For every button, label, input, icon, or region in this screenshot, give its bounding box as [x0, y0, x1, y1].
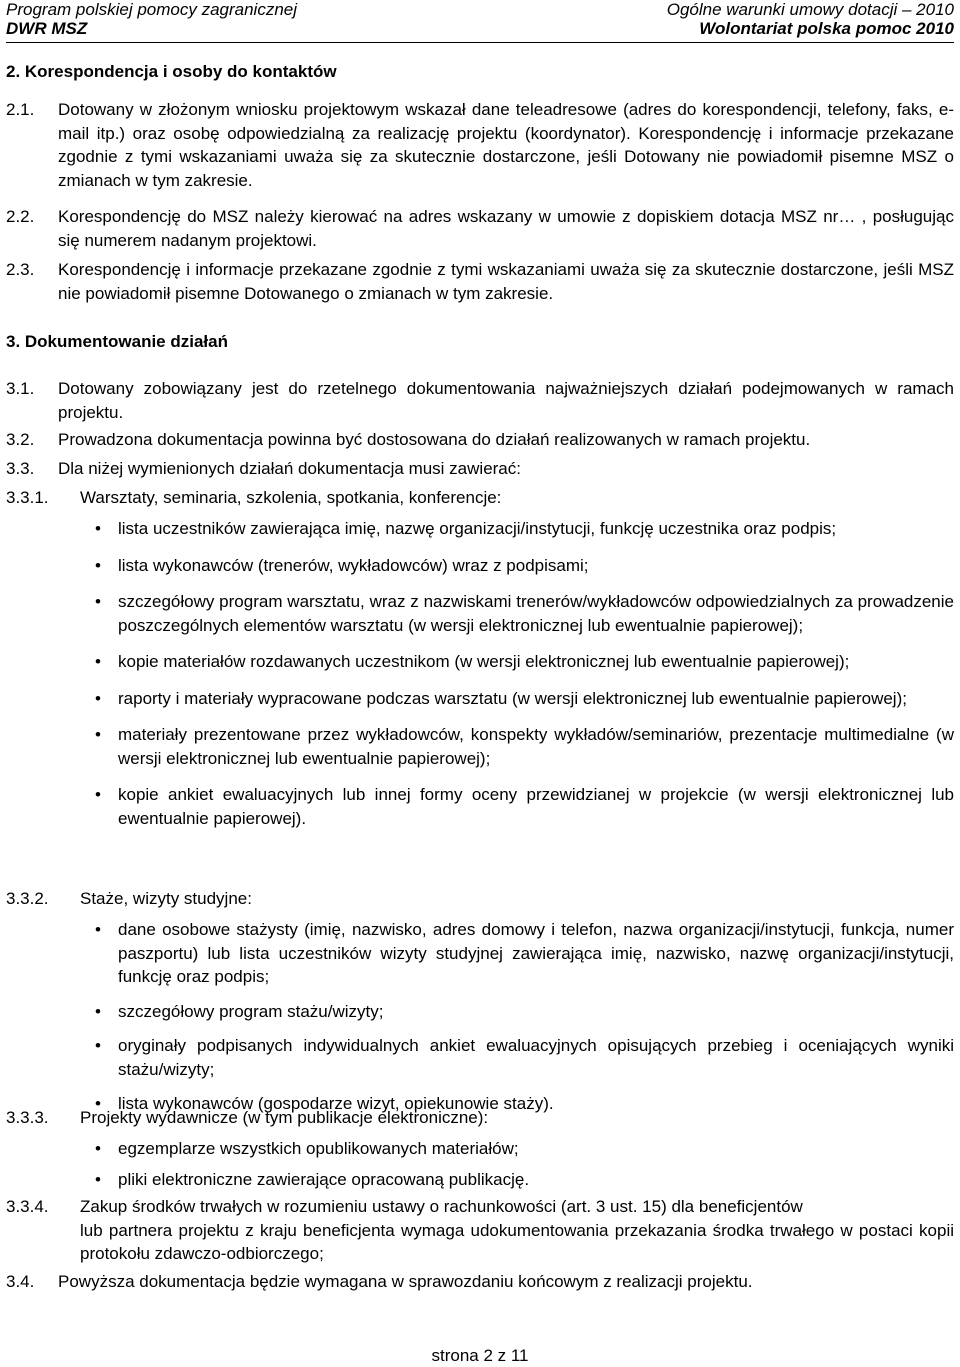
header-left [6, 0, 297, 38]
list-item: • lista uczestników zawierająca imię, nazwę organizacji/instytucji, funkcję uczestnika oraz podpis; [95, 517, 954, 541]
bullet-icon: • [95, 1139, 101, 1158]
bullet-icon: • [95, 725, 101, 744]
paragraph-text: Projekty wydawnicze (w tym publikacje elektroniczne): [80, 1108, 489, 1127]
paragraph-number: 2.1. [6, 100, 35, 119]
paragraph-2-3 [6, 258, 954, 305]
list-item: • raporty i materiały wypracowane podczas warsztatu (w wersji elektronicznej lub ewentualnie papierowej); [95, 687, 954, 711]
paragraph-text: Dla niżej wymienionych działań dokumentacja musi zawierać: [58, 459, 521, 478]
paragraph-text: Dotowany w złożonym wniosku projektowym wskazał dane teleadresowe (adres do korespondencji, telefony, faks, e-mail itp.) oraz osobę odpowiedzialną za realizację projektu (koordynator). Korespondencję i informacje przekazane zgodnie z tymi wskazaniami uważa się za skutecznie dostarczone, jeśli Dotowany nie powiadomił pisemne MSZ o zmianach w tym zakresie. [58, 100, 954, 190]
list-item: • pliki elektroniczne zawierające opracowaną publikację. [95, 1168, 954, 1192]
bullet-list-3-3-2 [95, 918, 954, 1116]
paragraph-number: 3.3.3. [6, 1108, 49, 1127]
paragraph-number: 3.3.2. [6, 889, 49, 908]
bullet-icon: • [95, 519, 101, 538]
paragraph-2-2 [6, 205, 954, 252]
list-item: • kopie materiałów rozdawanych uczestnikom (w wersji elektronicznej lub ewentualnie papierowej); [95, 650, 954, 674]
bullet-icon: • [95, 1094, 101, 1113]
paragraph-3-3-2 [6, 887, 954, 911]
header-right [667, 0, 954, 38]
list-item: • szczegółowy program warsztatu, wraz z nazwiskami trenerów/wykładowców odpowiedzialnych za prowadzenie poszczególnych elementów warsztatu (w wersji elektronicznej lub ewentualnie papierowej); [95, 592, 954, 635]
bullet-icon: • [95, 1169, 101, 1189]
bullet-icon: • [95, 555, 101, 575]
bullet-icon: • [95, 1001, 101, 1021]
document-title: Ogólne warunki umowy dotacji – 2010 [666, 0, 954, 19]
paragraph-3-4 [6, 1270, 954, 1294]
paragraph-3-1 [6, 377, 954, 424]
bullet-list-3-3-1 [95, 517, 954, 830]
section-2-title: 2. Korespondencja i osoby do kontaktów [6, 62, 337, 81]
page-number: strona 2 z 11 [431, 1346, 529, 1365]
bullet-icon: • [95, 920, 101, 939]
paragraph-3-2 [6, 428, 954, 452]
paragraph-3-3-4 [6, 1195, 954, 1266]
paragraph-number: 3.3.4. [6, 1197, 49, 1216]
bullet-icon: • [95, 688, 101, 708]
section-3-title: 3. Dokumentowanie działań [6, 332, 228, 351]
list-item: • materiały prezentowane przez wykładowców, konspekty wykładów/seminariów, prezentacje multimedialne (w wersji elektronicznej lub ewentualnie papierowej); [95, 725, 954, 768]
paragraph-3-3 [6, 457, 954, 481]
paragraph-3-3-3 [6, 1106, 954, 1130]
program-year: Wolontariat polska pomoc 2010 [699, 19, 954, 38]
department-name: DWR MSZ [6, 19, 88, 38]
page-header [6, 0, 954, 43]
paragraph-text-first-line: Zakup środków trwałych w rozumieniu ustawy o rachunkowości (art. 3 ust. 15) dla beneficjentów [80, 1197, 803, 1216]
paragraph-text: Korespondencję do MSZ należy kierować na adres wskazany w umowie z dopiskiem dotacja MSZ nr… , posługując się numerem nadanym projektowi. [58, 207, 954, 250]
paragraph-text: Dotowany zobowiązany jest do rzetelnego dokumentowania najważniejszych działań podejmowanych w ramach projektu. [58, 379, 954, 422]
paragraph-text: Warsztaty, seminaria, szkolenia, spotkania, konferencje: [80, 488, 502, 507]
paragraph-text: Korespondencję i informacje przekazane zgodnie z tymi wskazaniami uważa się za skutecznie dostarczone, jeśli MSZ nie powiadomił pisemne Dotowanego o zmianach w tym zakresie. [58, 260, 954, 303]
bullet-icon: • [95, 592, 101, 611]
paragraph-3-3-1 [6, 486, 954, 510]
paragraph-number: 3.4. [6, 1272, 35, 1291]
bullet-icon: • [95, 652, 101, 671]
bullet-list-3-3-3 [95, 1137, 954, 1191]
list-item: • kopie ankiet ewaluacyjnych lub innej formy oceny przewidzianej w projekcie (w wersji elektronicznej lub ewentualnie papierowej). [95, 785, 954, 828]
paragraph-2-1 [6, 98, 954, 192]
paragraph-text: Prowadzona dokumentacja powinna być dostosowana do działań realizowanych w ramach projektu. [58, 430, 811, 449]
program-name: Program polskiej pomocy zagranicznej [6, 0, 298, 19]
list-item: • dane osobowe stażysty (imię, nazwisko, adres domowy i telefon, nazwa organizacji/instytucji, funkcja, numer paszportu) lub lista uczestników wizyty studyjnej zawierająca imię, nazwisko, nazwę organizacji/instytucji, funkcję oraz podpis; [95, 920, 954, 986]
paragraph-number: 2.3. [6, 260, 35, 279]
bullet-icon: • [95, 785, 101, 804]
paragraph-number: 3.3. [6, 459, 35, 478]
list-item: • szczegółowy program stażu/wizyty; [95, 1000, 954, 1024]
paragraph-number: 3.1. [6, 379, 35, 398]
list-item: • lista wykonawców (gospodarze wizyt, opiekunowie staży). [95, 1092, 954, 1116]
paragraph-text-continued: lub partnera projektu z kraju beneficjenta wymaga udokumentowania przekazania środka trwałego w postaci kopii protokołu zdawczo-odbiorczego; [80, 1220, 954, 1263]
list-item: • oryginały podpisanych indywidualnych ankiet ewaluacyjnych opisujących przebieg i oceniających wyniki stażu/wizyty; [95, 1036, 954, 1079]
paragraph-number: 3.3.1. [6, 488, 49, 507]
paragraph-text: Powyższa dokumentacja będzie wymagana w sprawozdaniu końcowym z realizacji projektu. [58, 1272, 753, 1291]
list-item: • lista wykonawców (trenerów, wykładowców) wraz z podpisami; [95, 554, 954, 578]
paragraph-number: 3.2. [6, 430, 35, 449]
list-item: • egzemplarze wszystkich opublikowanych materiałów; [95, 1137, 954, 1161]
paragraph-number: 2.2. [6, 207, 35, 226]
paragraph-text: Staże, wizyty studyjne: [80, 889, 252, 908]
bullet-icon: • [95, 1036, 101, 1055]
